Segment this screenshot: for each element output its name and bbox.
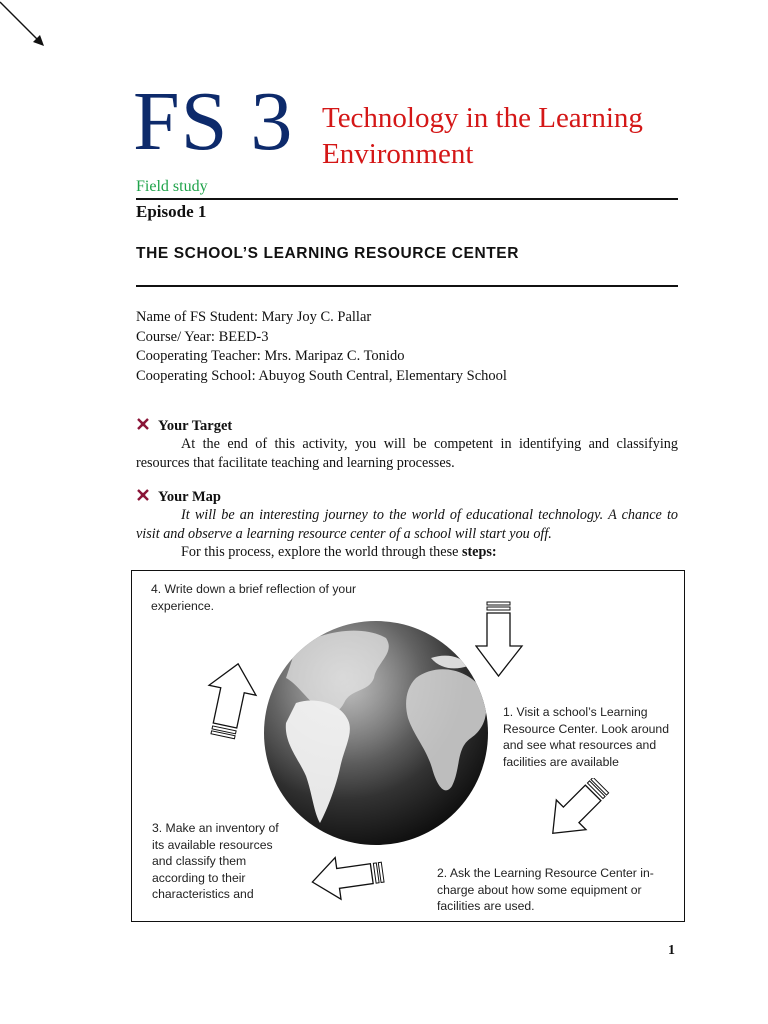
step-3: 3. Make an inventory of its available resources and classify them according to their characteristics and — [152, 821, 279, 901]
heading-divider — [136, 285, 678, 287]
target-paragraph — [136, 435, 678, 472]
title-divider — [136, 198, 678, 200]
target-heading — [136, 417, 232, 435]
step-4: 4. Write down a brief reflection of your experience. — [151, 582, 357, 613]
steps-intro — [136, 543, 678, 562]
page-heading: THE SCHOOL’S LEARNING RESOURCE CENTER — [136, 245, 520, 262]
diagonal-arrow-icon — [537, 778, 612, 846]
episode-label: Episode 1 — [136, 202, 207, 221]
bullet-icon — [136, 488, 150, 502]
page-number: 1 — [668, 943, 675, 958]
up-arrow-icon — [200, 660, 260, 745]
corner-arrow-icon — [0, 0, 60, 60]
left-arrow-icon — [308, 852, 388, 902]
map-text: It will be an interesting journey to the world of educational technology. A chance to visit and observe a learning resource center of a school will start you off. — [136, 507, 678, 542]
course-title: Technology in the Learning Environment — [322, 102, 643, 170]
cooperating-teacher: Cooperating Teacher: Mrs. Maripaz C. Tonido — [136, 348, 405, 364]
target-heading-text: Your Target — [158, 418, 233, 434]
map-heading — [136, 488, 221, 506]
steps-intro-text: For this process, explore the world through these — [181, 544, 462, 560]
bullet-icon — [136, 417, 150, 431]
map-paragraph — [136, 506, 678, 543]
field-study-label: Field study — [136, 178, 208, 195]
cooperating-school: Cooperating School: Abuyog South Central, Elementary School — [136, 367, 507, 384]
step-1: 1. Visit a school’s Learning Resource Center. Look around and see what resources and facilities are available — [503, 705, 669, 769]
globe-icon — [256, 608, 496, 858]
map-heading-text: Your Map — [158, 489, 221, 505]
steps-word: steps: — [461, 544, 497, 560]
step-2: 2. Ask the Learning Resource Center in-charge about how some equipment or facilities are used. — [437, 866, 654, 913]
course-code: FS 3 — [133, 75, 294, 168]
course-year: Course/ Year: BEED-3 — [136, 328, 269, 345]
student-info — [136, 308, 507, 386]
student-name: Name of FS Student: Mary Joy C. Pallar — [136, 309, 372, 325]
down-arrow-icon — [475, 600, 525, 680]
target-text: At the end of this activity, you will be competent in identifying and classifying resources that facilitate teaching and learning processes. — [136, 436, 678, 471]
